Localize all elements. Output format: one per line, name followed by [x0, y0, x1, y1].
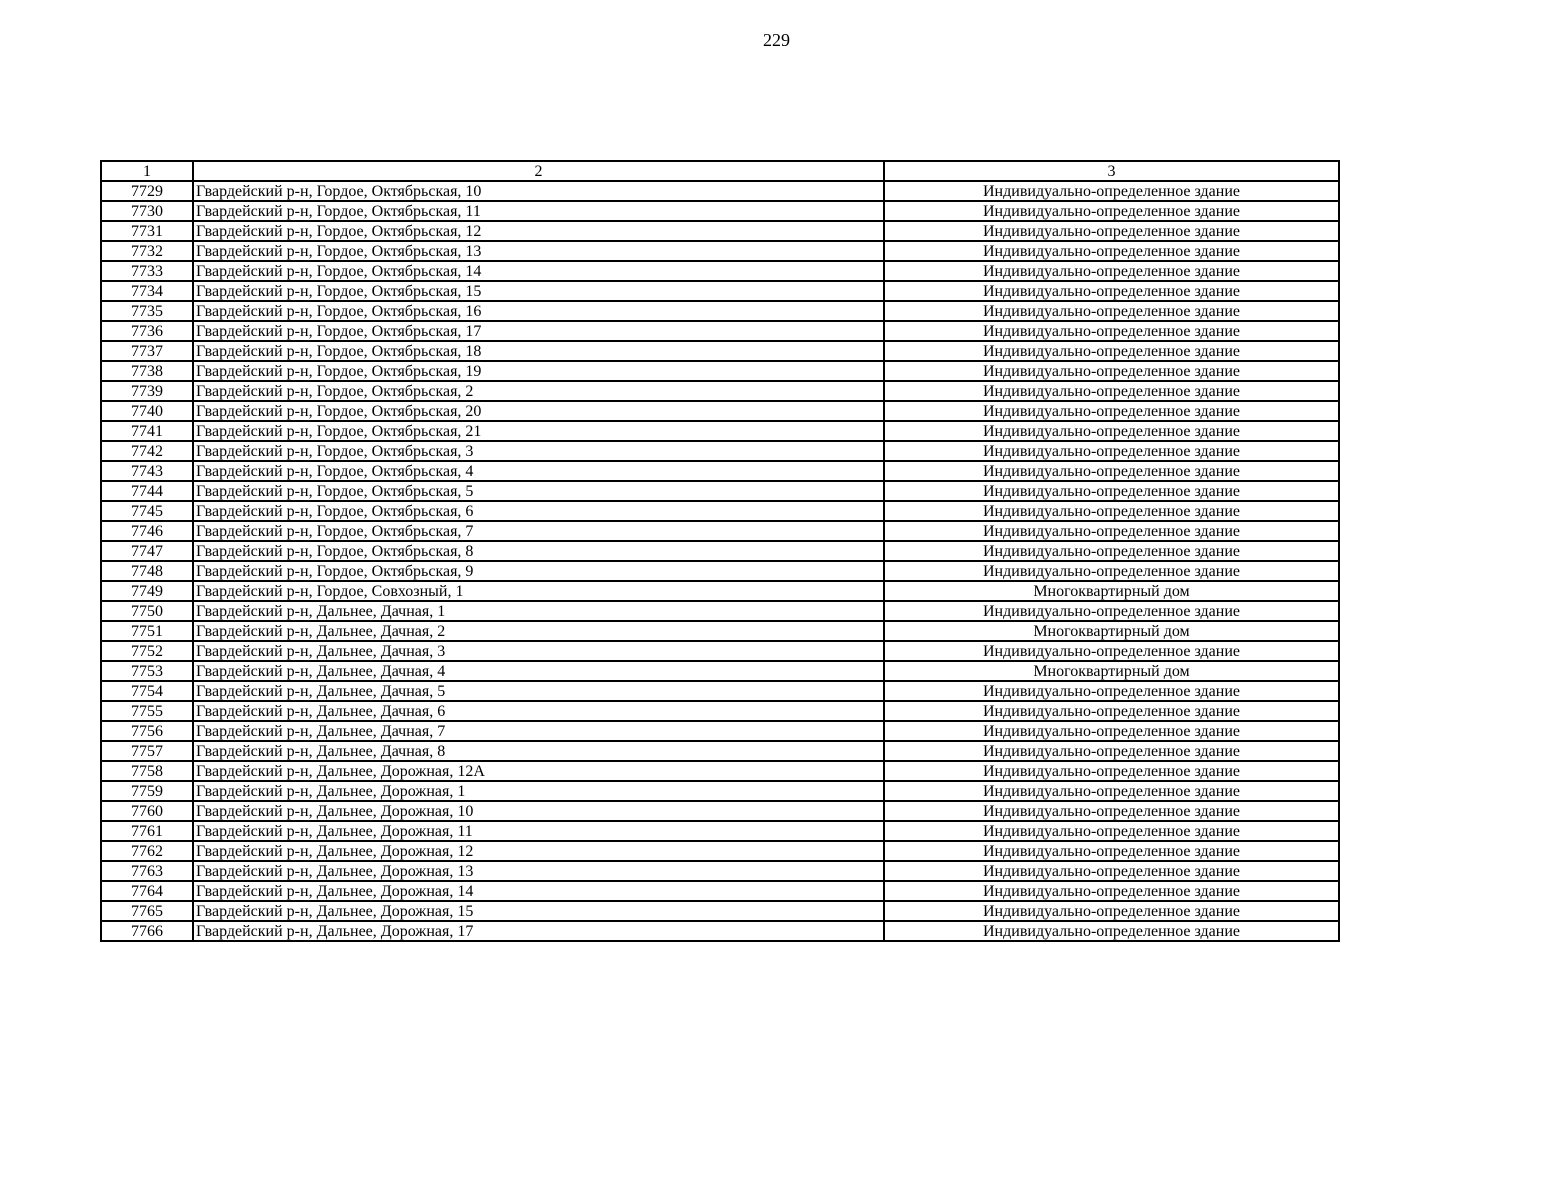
row-number: 7747 [101, 541, 193, 561]
table-row [101, 821, 1339, 841]
table-row [101, 721, 1339, 741]
table-row [101, 401, 1339, 421]
table-row [101, 681, 1339, 701]
object-type-cell: Индивидуально-определенное здание [884, 861, 1339, 881]
row-number: 7734 [101, 281, 193, 301]
address-cell: Гвардейский р-н, Гордое, Октябрьская, 19 [193, 361, 884, 381]
object-type-cell: Индивидуально-определенное здание [884, 761, 1339, 781]
table-row [101, 841, 1339, 861]
row-number: 7749 [101, 581, 193, 601]
object-type-cell: Многоквартирный дом [884, 581, 1339, 601]
address-cell: Гвардейский р-н, Гордое, Октябрьская, 13 [193, 241, 884, 261]
table-row [101, 341, 1339, 361]
row-number: 7753 [101, 661, 193, 681]
row-number: 7766 [101, 921, 193, 941]
object-type-cell: Индивидуально-определенное здание [884, 521, 1339, 541]
object-type-cell: Индивидуально-определенное здание [884, 921, 1339, 941]
table-row [101, 901, 1339, 921]
table-row [101, 741, 1339, 761]
table-row [101, 521, 1339, 541]
table-row [101, 301, 1339, 321]
column-header-1: 1 [101, 161, 193, 181]
row-number: 7731 [101, 221, 193, 241]
row-number: 7745 [101, 501, 193, 521]
address-cell: Гвардейский р-н, Гордое, Октябрьская, 9 [193, 561, 884, 581]
object-type-cell: Многоквартирный дом [884, 621, 1339, 641]
address-cell: Гвардейский р-н, Гордое, Октябрьская, 17 [193, 321, 884, 341]
row-number: 7738 [101, 361, 193, 381]
object-type-cell: Индивидуально-определенное здание [884, 541, 1339, 561]
address-cell: Гвардейский р-н, Гордое, Октябрьская, 12 [193, 221, 884, 241]
row-number: 7765 [101, 901, 193, 921]
object-type-cell: Индивидуально-определенное здание [884, 401, 1339, 421]
row-number: 7758 [101, 761, 193, 781]
row-number: 7760 [101, 801, 193, 821]
table-row [101, 361, 1339, 381]
table-row [101, 701, 1339, 721]
column-header-2: 2 [193, 161, 884, 181]
address-cell: Гвардейский р-н, Дальнее, Дорожная, 1 [193, 781, 884, 801]
object-type-cell: Индивидуально-определенное здание [884, 361, 1339, 381]
object-type-cell: Индивидуально-определенное здание [884, 381, 1339, 401]
row-number: 7748 [101, 561, 193, 581]
row-number: 7761 [101, 821, 193, 841]
table-row [101, 381, 1339, 401]
row-number: 7730 [101, 201, 193, 221]
object-type-cell: Индивидуально-определенное здание [884, 741, 1339, 761]
row-number: 7744 [101, 481, 193, 501]
address-cell: Гвардейский р-н, Дальнее, Дачная, 6 [193, 701, 884, 721]
address-cell: Гвардейский р-н, Гордое, Октябрьская, 15 [193, 281, 884, 301]
address-cell: Гвардейский р-н, Гордое, Октябрьская, 20 [193, 401, 884, 421]
address-cell: Гвардейский р-н, Гордое, Октябрьская, 5 [193, 481, 884, 501]
row-number: 7737 [101, 341, 193, 361]
table-header-row [101, 161, 1339, 181]
address-cell: Гвардейский р-н, Гордое, Октябрьская, 7 [193, 521, 884, 541]
object-type-cell: Индивидуально-определенное здание [884, 721, 1339, 741]
address-cell: Гвардейский р-н, Гордое, Октябрьская, 8 [193, 541, 884, 561]
address-cell: Гвардейский р-н, Гордое, Октябрьская, 14 [193, 261, 884, 281]
address-cell: Гвардейский р-н, Гордое, Октябрьская, 2 [193, 381, 884, 401]
address-cell: Гвардейский р-н, Дальнее, Дорожная, 13 [193, 861, 884, 881]
address-cell: Гвардейский р-н, Гордое, Октябрьская, 18 [193, 341, 884, 361]
row-number: 7750 [101, 601, 193, 621]
address-cell: Гвардейский р-н, Гордое, Октябрьская, 16 [193, 301, 884, 321]
row-number: 7739 [101, 381, 193, 401]
row-number: 7763 [101, 861, 193, 881]
object-type-cell: Индивидуально-определенное здание [884, 301, 1339, 321]
address-cell: Гвардейский р-н, Дальнее, Дорожная, 12А [193, 761, 884, 781]
row-number: 7759 [101, 781, 193, 801]
address-cell: Гвардейский р-н, Дальнее, Дорожная, 14 [193, 881, 884, 901]
table-row [101, 661, 1339, 681]
object-type-cell: Индивидуально-определенное здание [884, 341, 1339, 361]
object-type-cell: Индивидуально-определенное здание [884, 421, 1339, 441]
table-row [101, 861, 1339, 881]
row-number: 7735 [101, 301, 193, 321]
object-type-cell: Индивидуально-определенное здание [884, 181, 1339, 201]
row-number: 7762 [101, 841, 193, 861]
object-type-cell: Индивидуально-определенное здание [884, 821, 1339, 841]
table-row [101, 541, 1339, 561]
object-type-cell: Индивидуально-определенное здание [884, 501, 1339, 521]
table-row [101, 801, 1339, 821]
object-type-cell: Индивидуально-определенное здание [884, 321, 1339, 341]
object-type-cell: Индивидуально-определенное здание [884, 461, 1339, 481]
table-row [101, 601, 1339, 621]
address-cell: Гвардейский р-н, Гордое, Октябрьская, 4 [193, 461, 884, 481]
object-type-cell: Индивидуально-определенное здание [884, 201, 1339, 221]
row-number: 7740 [101, 401, 193, 421]
object-type-cell: Индивидуально-определенное здание [884, 481, 1339, 501]
registry-table [100, 160, 1340, 942]
table-row [101, 501, 1339, 521]
page-number: 229 [763, 30, 790, 50]
row-number: 7752 [101, 641, 193, 661]
registry-table-body [101, 161, 1339, 941]
table-row [101, 321, 1339, 341]
table-row [101, 461, 1339, 481]
address-cell: Гвардейский р-н, Дальнее, Дачная, 2 [193, 621, 884, 641]
object-type-cell: Индивидуально-определенное здание [884, 281, 1339, 301]
table-row [101, 181, 1339, 201]
row-number: 7756 [101, 721, 193, 741]
row-number: 7757 [101, 741, 193, 761]
table-row [101, 561, 1339, 581]
address-cell: Гвардейский р-н, Гордое, Октябрьская, 11 [193, 201, 884, 221]
address-cell: Гвардейский р-н, Дальнее, Дачная, 1 [193, 601, 884, 621]
table-row [101, 621, 1339, 641]
object-type-cell: Индивидуально-определенное здание [884, 441, 1339, 461]
address-cell: Гвардейский р-н, Гордое, Октябрьская, 10 [193, 181, 884, 201]
object-type-cell: Индивидуально-определенное здание [884, 881, 1339, 901]
object-type-cell: Индивидуально-определенное здание [884, 841, 1339, 861]
address-cell: Гвардейский р-н, Дальнее, Дачная, 4 [193, 661, 884, 681]
address-cell: Гвардейский р-н, Дальнее, Дорожная, 10 [193, 801, 884, 821]
table-row [101, 581, 1339, 601]
table-row [101, 221, 1339, 241]
address-cell: Гвардейский р-н, Дальнее, Дачная, 3 [193, 641, 884, 661]
object-type-cell: Индивидуально-определенное здание [884, 681, 1339, 701]
address-cell: Гвардейский р-н, Гордое, Совхозный, 1 [193, 581, 884, 601]
row-number: 7751 [101, 621, 193, 641]
row-number: 7736 [101, 321, 193, 341]
object-type-cell: Индивидуально-определенное здание [884, 641, 1339, 661]
object-type-cell: Индивидуально-определенное здание [884, 701, 1339, 721]
row-number: 7754 [101, 681, 193, 701]
object-type-cell: Индивидуально-определенное здание [884, 261, 1339, 281]
address-cell: Гвардейский р-н, Дальнее, Дорожная, 15 [193, 901, 884, 921]
table-row [101, 241, 1339, 261]
row-number: 7746 [101, 521, 193, 541]
row-number: 7732 [101, 241, 193, 261]
row-number: 7729 [101, 181, 193, 201]
object-type-cell: Индивидуально-определенное здание [884, 561, 1339, 581]
row-number: 7741 [101, 421, 193, 441]
object-type-cell: Многоквартирный дом [884, 661, 1339, 681]
address-cell: Гвардейский р-н, Дальнее, Дачная, 8 [193, 741, 884, 761]
row-number: 7743 [101, 461, 193, 481]
table-row [101, 441, 1339, 461]
table-row [101, 281, 1339, 301]
row-number: 7742 [101, 441, 193, 461]
object-type-cell: Индивидуально-определенное здание [884, 221, 1339, 241]
object-type-cell: Индивидуально-определенное здание [884, 781, 1339, 801]
column-header-3: 3 [884, 161, 1339, 181]
table-row [101, 421, 1339, 441]
row-number: 7733 [101, 261, 193, 281]
row-number: 7764 [101, 881, 193, 901]
table-row [101, 921, 1339, 941]
address-cell: Гвардейский р-н, Дальнее, Дорожная, 12 [193, 841, 884, 861]
object-type-cell: Индивидуально-определенное здание [884, 901, 1339, 921]
table-row [101, 881, 1339, 901]
table-row [101, 761, 1339, 781]
address-cell: Гвардейский р-н, Гордое, Октябрьская, 6 [193, 501, 884, 521]
row-number: 7755 [101, 701, 193, 721]
table-row [101, 261, 1339, 281]
table-row [101, 641, 1339, 661]
table-row [101, 481, 1339, 501]
object-type-cell: Индивидуально-определенное здание [884, 241, 1339, 261]
table-row [101, 781, 1339, 801]
table-row [101, 201, 1339, 221]
address-cell: Гвардейский р-н, Гордое, Октябрьская, 3 [193, 441, 884, 461]
address-cell: Гвардейский р-н, Дальнее, Дорожная, 11 [193, 821, 884, 841]
address-cell: Гвардейский р-н, Гордое, Октябрьская, 21 [193, 421, 884, 441]
object-type-cell: Индивидуально-определенное здание [884, 601, 1339, 621]
object-type-cell: Индивидуально-определенное здание [884, 801, 1339, 821]
address-cell: Гвардейский р-н, Дальнее, Дачная, 5 [193, 681, 884, 701]
address-cell: Гвардейский р-н, Дальнее, Дачная, 7 [193, 721, 884, 741]
address-cell: Гвардейский р-н, Дальнее, Дорожная, 17 [193, 921, 884, 941]
